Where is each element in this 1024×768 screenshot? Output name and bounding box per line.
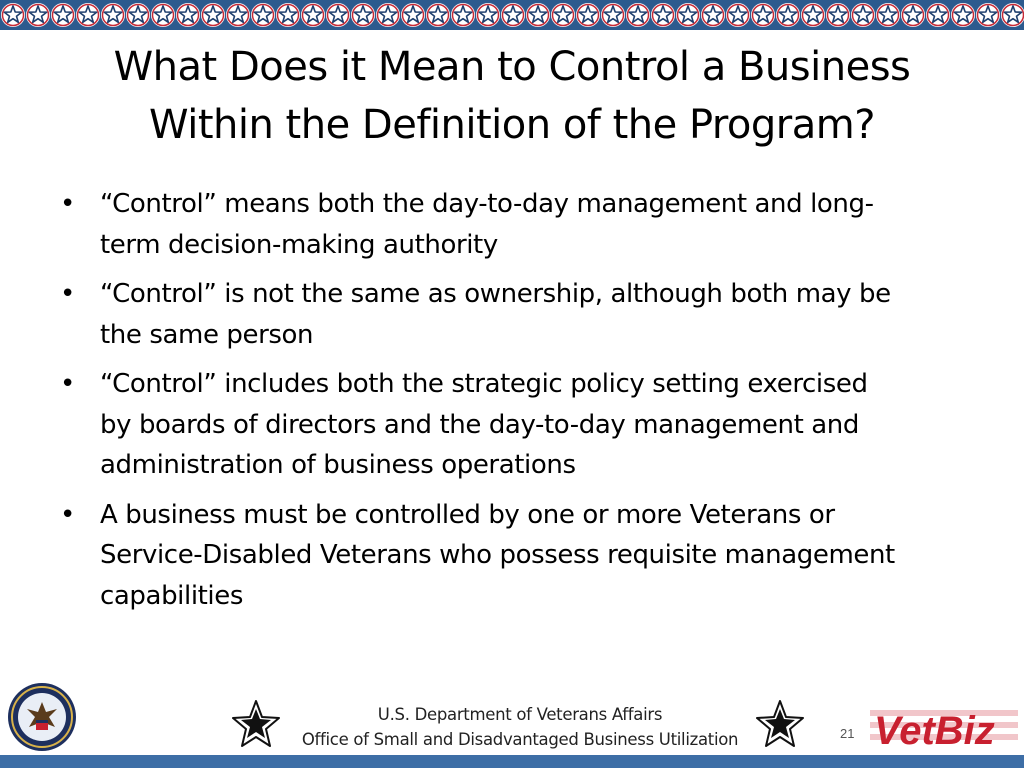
banner-star-icon bbox=[926, 3, 950, 27]
bullet-1-line-1: “Control” means both the day-to-day management and long- bbox=[100, 189, 874, 219]
bullet-marker: • bbox=[60, 189, 75, 219]
banner-star-icon bbox=[26, 3, 50, 27]
bullet-3-line-1: “Control” includes both the strategic policy setting exercised bbox=[100, 369, 868, 399]
vetbiz-logo-text: VetBiz bbox=[874, 709, 995, 753]
bullet-item-2 bbox=[56, 274, 976, 355]
bottom-bar bbox=[0, 755, 1024, 768]
bullet-item-3 bbox=[56, 364, 976, 486]
title-line-1: What Does it Mean to Control a Business bbox=[113, 44, 911, 90]
slide-footer bbox=[0, 672, 1024, 768]
banner-star-icon bbox=[976, 3, 1000, 27]
banner-star-icon bbox=[726, 3, 750, 27]
banner-star-icon bbox=[101, 3, 125, 27]
title-line-2: Within the Definition of the Program? bbox=[149, 102, 875, 148]
banner-star-icon bbox=[801, 3, 825, 27]
vetbiz-logo bbox=[870, 696, 1018, 758]
banner-star-icon bbox=[1001, 3, 1024, 27]
banner-star-icon bbox=[201, 3, 225, 27]
bullet-list bbox=[56, 184, 976, 625]
banner-star-icon bbox=[451, 3, 475, 27]
banner-star-icon bbox=[326, 3, 350, 27]
page-number: 21 bbox=[840, 726, 855, 741]
office-name: Office of Small and Disadvantaged Business Utilization bbox=[301, 730, 739, 749]
bullet-2-line-1: “Control” is not the same as ownership, although both may be bbox=[100, 279, 891, 309]
banner-star-icon bbox=[51, 3, 75, 27]
bullet-3-line-2: by boards of directors and the day-to-day management and bbox=[100, 409, 859, 440]
banner-star-icon bbox=[301, 3, 325, 27]
bullet-3-line-3: administration of business operations bbox=[100, 450, 576, 480]
military-star-icon bbox=[756, 700, 804, 748]
banner-star-icon bbox=[951, 3, 975, 27]
banner-star-icon bbox=[76, 3, 100, 27]
banner-star-icon bbox=[651, 3, 675, 27]
bullet-item-4 bbox=[56, 495, 976, 617]
bullet-4-line-3: capabilities bbox=[100, 580, 243, 611]
banner-star-icon bbox=[676, 3, 700, 27]
banner-star-icon bbox=[551, 3, 575, 27]
bullet-marker: • bbox=[60, 369, 75, 399]
banner-star-icon bbox=[701, 3, 725, 27]
slide-title bbox=[40, 38, 984, 154]
banner-star-icon bbox=[576, 3, 600, 27]
star-banner bbox=[0, 0, 1024, 30]
banner-star-icon bbox=[476, 3, 500, 27]
banner-star-icon bbox=[351, 3, 375, 27]
bullet-4-line-2: Service-Disabled Veterans who possess requisite management bbox=[100, 540, 895, 570]
military-star-icon bbox=[232, 700, 280, 748]
banner-star-icon bbox=[526, 3, 550, 27]
banner-star-icon bbox=[251, 3, 275, 27]
bullet-marker: • bbox=[60, 279, 75, 309]
bullet-1-line-2: term decision-making authority bbox=[100, 229, 498, 260]
bullet-4-line-1: A business must be controlled by one or more Veterans or bbox=[100, 499, 835, 530]
va-seal-icon bbox=[7, 682, 77, 752]
banner-star-icon bbox=[176, 3, 200, 27]
department-block bbox=[290, 702, 750, 752]
banner-star-icon bbox=[901, 3, 925, 27]
banner-star-icon bbox=[401, 3, 425, 27]
banner-star-icon bbox=[776, 3, 800, 27]
bullet-2-line-2: the same person bbox=[100, 319, 314, 350]
banner-star-icon bbox=[851, 3, 875, 27]
banner-star-icon bbox=[376, 3, 400, 27]
banner-star-icon bbox=[876, 3, 900, 27]
banner-star-icon bbox=[276, 3, 300, 27]
banner-star-icon bbox=[501, 3, 525, 27]
bullet-marker: • bbox=[60, 499, 75, 530]
department-name: U.S. Department of Veterans Affairs bbox=[377, 705, 663, 724]
banner-star-icon bbox=[751, 3, 775, 27]
bullet-item-1 bbox=[56, 184, 976, 265]
star-banner-pattern bbox=[0, 0, 1024, 30]
banner-star-icon bbox=[626, 3, 650, 27]
banner-star-icon bbox=[1, 3, 25, 27]
banner-star-icon bbox=[151, 3, 175, 27]
banner-star-icon bbox=[601, 3, 625, 27]
banner-star-icon bbox=[826, 3, 850, 27]
banner-star-icon bbox=[126, 3, 150, 27]
banner-star-icon bbox=[426, 3, 450, 27]
banner-star-icon bbox=[226, 3, 250, 27]
